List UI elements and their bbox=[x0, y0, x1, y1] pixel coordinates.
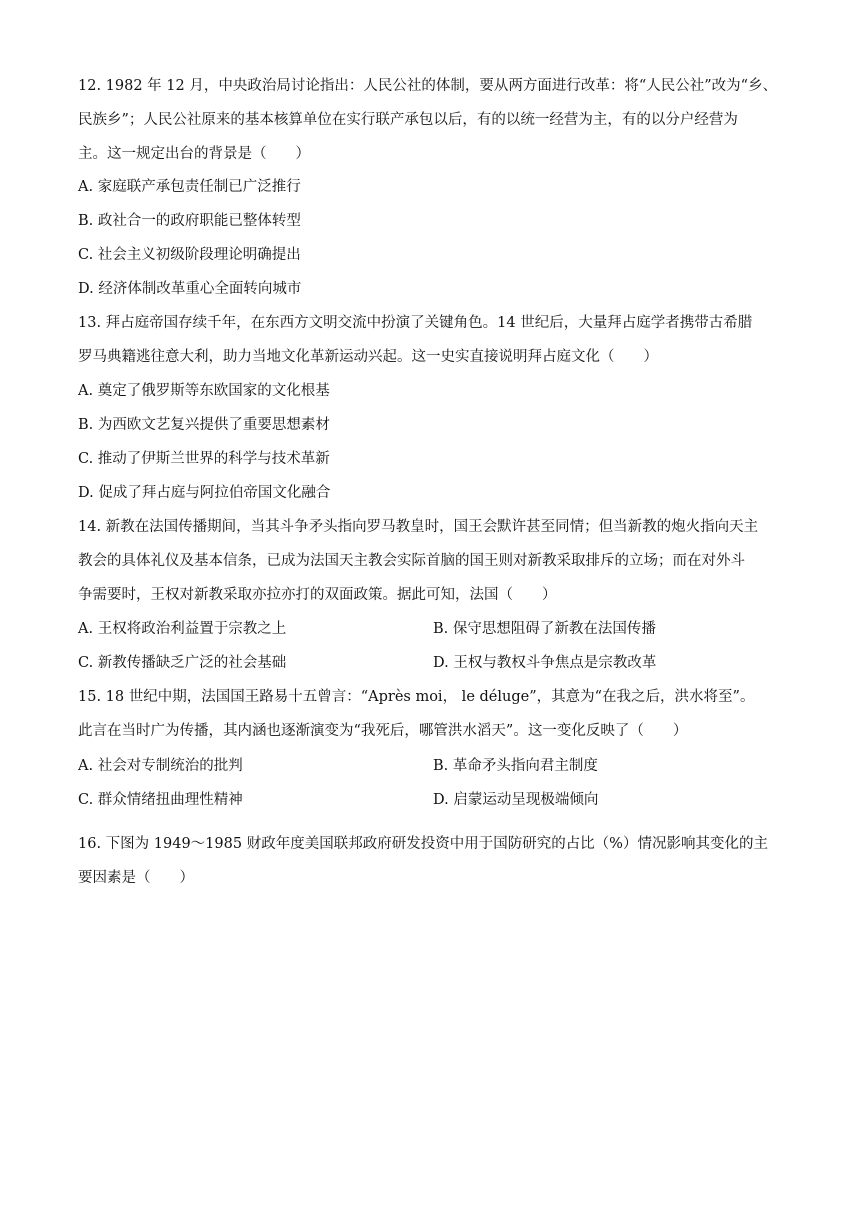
q12-stem-line-3: 主。这一规定出台的背景是（ ） bbox=[78, 146, 310, 162]
q14-option-d[interactable]: D. 王权与教权斗争焦点是宗教改革 bbox=[433, 655, 657, 671]
q12-option-c[interactable]: C. 社会主义初级阶段理论明确提出 bbox=[78, 247, 301, 263]
q15-option-c[interactable]: C. 群众情绪扭曲理性精神 bbox=[78, 792, 243, 808]
q12-stem-line-2: 民族乡”；人民公社原来的基本核算单位在实行联产承包以后，有的以统一经营为主，有的以分户经营为 bbox=[78, 112, 738, 128]
q12-option-b[interactable]: B. 政社合一的政府职能已整体转型 bbox=[78, 213, 301, 229]
q14-stem-line-1: 14. 新教在法国传播期间，当其斗争矛头指向罗马教皇时，国王会默许甚至同情；但当新教的炮火指向天主 bbox=[78, 519, 759, 535]
q15-option-b[interactable]: B. 革命矛头指向君主制度 bbox=[433, 758, 598, 774]
q14-option-b[interactable]: B. 保守思想阻碍了新教在法国传播 bbox=[433, 621, 656, 637]
q16-stem-line-1: 16. 下图为 1949～1985 财政年度美国联邦政府研发投资中用于国防研究的占比（%）情况影响其变化的主 bbox=[78, 836, 768, 852]
q13-option-a[interactable]: A. 奠定了俄罗斯等东欧国家的文化根基 bbox=[78, 383, 330, 399]
q12-stem-line-1: 12. 1982 年 12 月，中央政治局讨论指出：人民公社的体制，要从两方面进行改革：将“人民公社”改为“乡、 bbox=[78, 78, 778, 94]
q14-option-a[interactable]: A. 王权将政治利益置于宗教之上 bbox=[78, 621, 287, 637]
q15-stem-line-2: 此言在当时广为传播，其内涵也逐渐演变为“我死后，哪管洪水滔天”。这一变化反映了（ ） bbox=[78, 723, 688, 739]
q13-option-b[interactable]: B. 为西欧文艺复兴提供了重要思想素材 bbox=[78, 417, 330, 433]
q15-stem-line-1: 15. 18 世纪中期，法国国王路易十五曾言：“Après moi， le déluge”，其意为“在我之后，洪水将至”。 bbox=[78, 689, 755, 705]
q13-stem-line-1: 13. 拜占庭帝国存续千年，在东西方文明交流中扮演了关键角色。14 世纪后，大量拜占庭学者携带古希腊 bbox=[78, 315, 753, 331]
q15-option-d[interactable]: D. 启蒙运动呈现极端倾向 bbox=[433, 792, 599, 808]
q13-option-d[interactable]: D. 促成了拜占庭与阿拉伯帝国文化融合 bbox=[78, 485, 331, 501]
q15-option-a[interactable]: A. 社会对专制统治的批判 bbox=[78, 758, 243, 774]
q12-option-d[interactable]: D. 经济体制改革重心全面转向城市 bbox=[78, 281, 302, 297]
q13-stem-line-2: 罗马典籍逃往意大利，助力当地文化革新运动兴起。这一史实直接说明拜占庭文化（ ） bbox=[78, 349, 658, 365]
q13-option-c[interactable]: C. 推动了伊斯兰世界的科学与技术革新 bbox=[78, 451, 330, 467]
q14-stem-line-2: 教会的具体礼仪及基本信条，已成为法国天主教会实际首脑的国王则对新教采取排斥的立场；而在对外斗 bbox=[78, 553, 745, 569]
q16-stem-line-2: 要因素是（ ） bbox=[78, 870, 194, 886]
q12-option-a[interactable]: A. 家庭联产承包责任制已广泛推行 bbox=[78, 179, 301, 195]
q14-option-c[interactable]: C. 新教传播缺乏广泛的社会基础 bbox=[78, 655, 287, 671]
q14-stem-line-3: 争需要时，王权对新教采取亦拉亦打的双面政策。据此可知，法国（ ） bbox=[78, 587, 557, 603]
